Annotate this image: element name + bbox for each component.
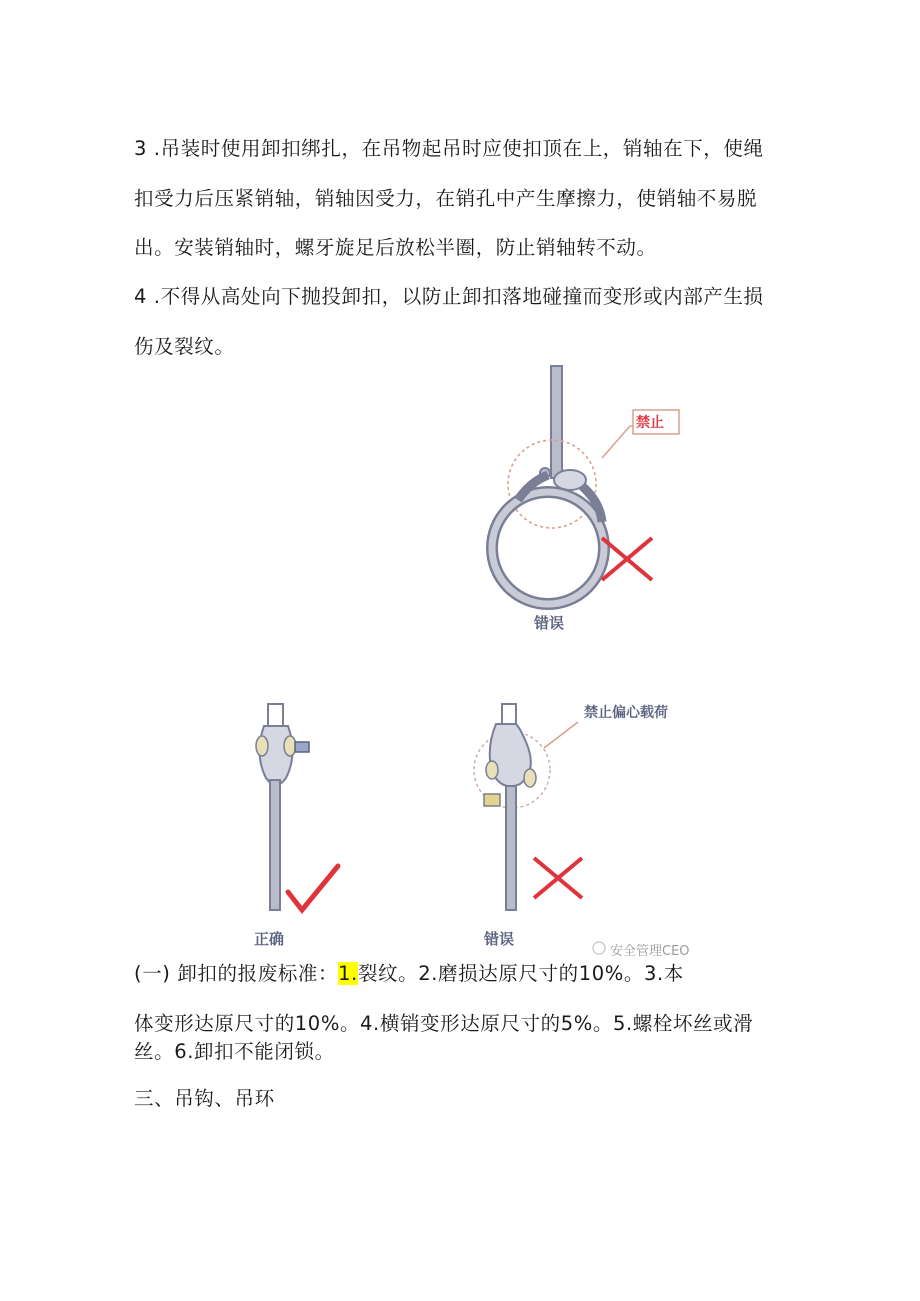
top-sling-right [502, 704, 516, 724]
rope-left [270, 780, 280, 910]
check-icon [288, 866, 338, 910]
scrap-suffix: 裂纹。2.磨损达原尺寸的10%。3.本 [357, 962, 684, 985]
figure1-illustration [490, 362, 690, 637]
pin-nut-left [295, 742, 309, 752]
caption-correct: 正确 [254, 930, 285, 948]
figure1 [490, 362, 690, 637]
callout-text: 禁止 [636, 415, 664, 431]
pin-nut-right [484, 794, 500, 806]
scrap-prefix: (一) 卸扣的报废标准： [134, 962, 339, 985]
scrap-line2: 体变形达原尺寸的10%。4.横销变形达原尺寸的5%。5.螺栓坏丝或滑 [134, 1012, 754, 1035]
figure1-caption: 错误 [534, 614, 565, 632]
callout-line [602, 426, 630, 458]
item4-line2: 伤及裂纹。 [134, 335, 235, 358]
section-heading: 三、吊钩、吊环 [134, 1087, 275, 1110]
rope-right [506, 786, 516, 910]
figure2 [240, 698, 720, 960]
item3-line1: 3 .吊装时使用卸扣绑扎，在吊物起吊时应使扣顶在上，销轴在下，使绳 [134, 137, 764, 160]
wire-rope [551, 366, 562, 478]
watermark: 安全管理CEO [610, 944, 690, 959]
item3-line2: 扣受力后压紧销轴，销轴因受力，在销孔中产生摩擦力，使销轴不易脱 [134, 187, 758, 210]
callout-eccentric: 禁止偏心载荷 [584, 705, 668, 721]
top-sling-left [268, 704, 283, 726]
wechat-icon [593, 942, 605, 954]
item3-line3: 出。安装销轴时，螺牙旋足后放松半圈，防止销轴转不动。 [134, 236, 657, 259]
scrap-line1 [134, 958, 784, 986]
figure2-illustration [240, 698, 720, 960]
caption-wrong: 错误 [484, 930, 515, 948]
callout-line-right [544, 722, 578, 748]
highlighted-number: 1. [338, 962, 358, 985]
scrap-line3: 丝。6.卸扣不能闭锁。 [134, 1040, 335, 1063]
item4-line1: 4 .不得从高处向下抛投卸扣，以防止卸扣落地碰撞而变形或内部产生损 [134, 285, 764, 308]
